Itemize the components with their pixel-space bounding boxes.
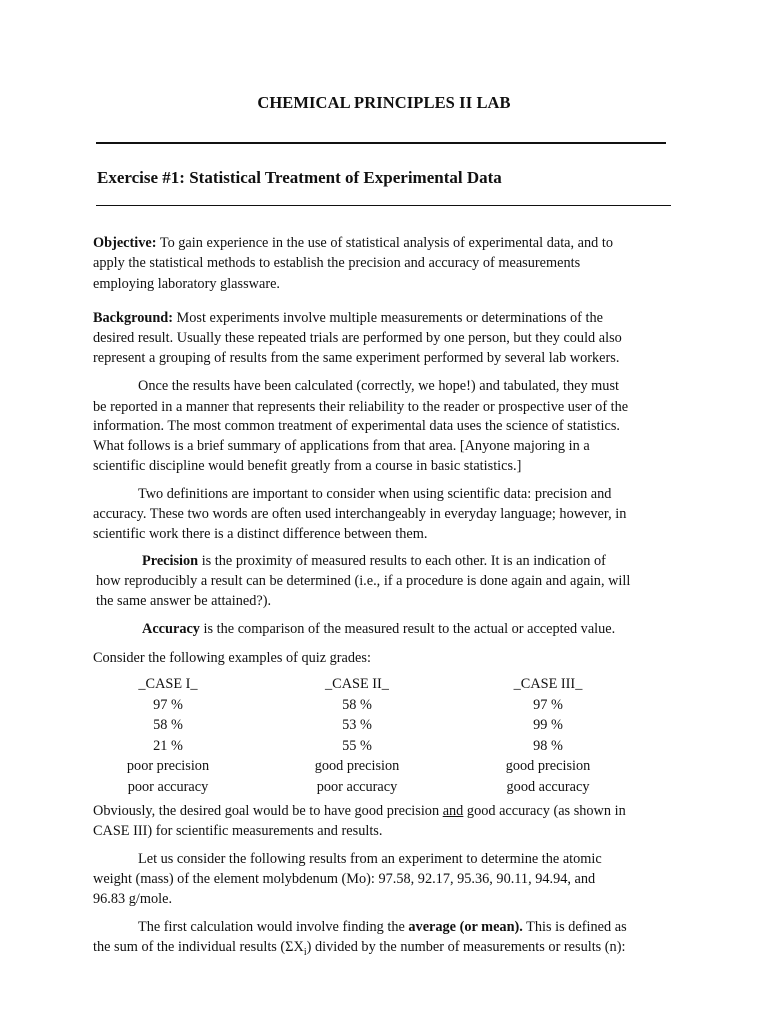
molybdenum-line-3: 96.83 g/mole. xyxy=(93,891,173,907)
average-text-a: The first calculation would involve finding the xyxy=(138,919,409,935)
case-2-grade-2: 53 % xyxy=(342,717,372,733)
precision-term: Precision xyxy=(142,553,199,569)
course-title: CHEMICAL PRINCIPLES II LAB xyxy=(257,93,511,112)
case-2-accuracy: poor accuracy xyxy=(316,778,398,795)
average-text-c: the sum of the individual results (ΣX xyxy=(93,939,304,955)
definitions-line-2: accuracy. These two words are often used interchangeably in everyday language; however, in xyxy=(93,506,627,522)
background-line-1 xyxy=(93,308,603,328)
precision-line-3: the same answer be attained?). xyxy=(96,593,272,609)
case-1-grade-2: 58 % xyxy=(153,717,183,733)
case-2-grade-3: 55 % xyxy=(342,737,372,754)
results-line-1: Once the results have been calculated (correctly, we hope!) and tabulated, they must xyxy=(138,378,619,394)
objective-text: To gain experience in the use of statistical analysis of experimental data, and to xyxy=(156,235,613,251)
molybdenum-line-2: weight (mass) of the element molybdenum (Mo): 97.58, 92.17, 95.36, 90.11, 94.94, and xyxy=(93,871,596,887)
molybdenum-line-1: Let us consider the following results from an experiment to determine the atomic xyxy=(138,851,602,867)
case-3-column xyxy=(463,674,633,797)
results-line-2: be reported in a manner that represents their reliability to the reader or prospective user of the xyxy=(93,399,629,415)
case-3-header: _CASE III_ xyxy=(513,676,583,692)
case-3-precision: good precision xyxy=(505,758,591,774)
precision-line-2: how reproducibly a result can be determined (i.e., if a procedure is done again and again, will xyxy=(96,573,631,589)
accuracy-text: is the comparison of the measured result to the actual or accepted value. xyxy=(199,621,616,637)
objective-line-1 xyxy=(93,233,613,253)
background-text: Most experiments involve multiple measurements or determinations of the xyxy=(172,310,603,326)
average-text-d: ) divided by the number of measurements or results (n): xyxy=(306,939,626,955)
consider-line: Consider the following examples of quiz grades: xyxy=(93,650,371,666)
case-1-accuracy: poor accuracy xyxy=(127,778,209,795)
obviously-text-a: Obviously, the desired goal would be to have good precision xyxy=(93,803,443,819)
results-line-4: What follows is a brief summary of applications from that area. [Anyone majoring in a xyxy=(93,438,590,454)
case-3-grade-2: 99 % xyxy=(533,717,563,733)
case-1-grade-1: 97 % xyxy=(153,696,183,713)
exercise-title: Exercise #1: Statistical Treatment of Experimental Data xyxy=(97,168,502,187)
precision-line-1 xyxy=(142,551,606,571)
results-line-5: scientific discipline would benefit greatly from a course in basic statistics.] xyxy=(93,458,522,474)
subscript-i: i xyxy=(303,946,307,958)
case-3-grade-1: 97 % xyxy=(533,696,563,713)
case-1-column xyxy=(83,674,253,797)
results-line-3: information. The most common treatment of experimental data uses the science of statistics. xyxy=(93,418,620,434)
background-line-3: represent a grouping of results from the same experiment performed by several lab workers. xyxy=(93,350,620,366)
case-2-column xyxy=(272,674,442,797)
average-term: average (or mean). xyxy=(408,919,523,935)
exercise-divider xyxy=(96,205,671,206)
background-label: Background: xyxy=(93,310,173,326)
case-1-grade-3: 21 % xyxy=(153,737,183,754)
average-text-b: This is defined as xyxy=(522,919,627,935)
definitions-line-1: Two definitions are important to consider when using scientific data: precision and xyxy=(138,486,612,502)
accuracy-line xyxy=(142,619,615,639)
objective-line-2: apply the statistical methods to establish the precision and accuracy of measurements xyxy=(93,255,581,271)
obviously-and: and xyxy=(442,803,464,819)
objective-line-3: employing laboratory glassware. xyxy=(93,276,280,292)
accuracy-term: Accuracy xyxy=(142,621,200,637)
background-line-2: desired result. Usually these repeated trials are performed by one person, but they could also xyxy=(93,330,622,346)
title-divider xyxy=(96,142,666,144)
case-2-precision: good precision xyxy=(314,758,400,774)
average-line-2 xyxy=(93,937,625,963)
case-3-accuracy: good accuracy xyxy=(506,778,590,795)
case-1-precision: poor precision xyxy=(126,758,210,774)
definitions-line-3: scientific work there is a distinct difference between them. xyxy=(93,526,428,542)
average-line-1 xyxy=(138,917,627,937)
case-2-grade-1: 58 % xyxy=(342,696,372,713)
precision-text: is the proximity of measured results to each other. It is an indication of xyxy=(198,553,606,569)
case-2-header: _CASE II_ xyxy=(325,676,389,692)
objective-label: Objective: xyxy=(93,235,157,251)
obviously-line-1 xyxy=(93,801,626,821)
case-1-header: _CASE I_ xyxy=(138,676,198,692)
case-3-grade-3: 98 % xyxy=(533,737,563,754)
obviously-text-b: good accuracy (as shown in xyxy=(463,803,626,819)
obviously-line-2: CASE III) for scientific measurements and results. xyxy=(93,823,383,839)
